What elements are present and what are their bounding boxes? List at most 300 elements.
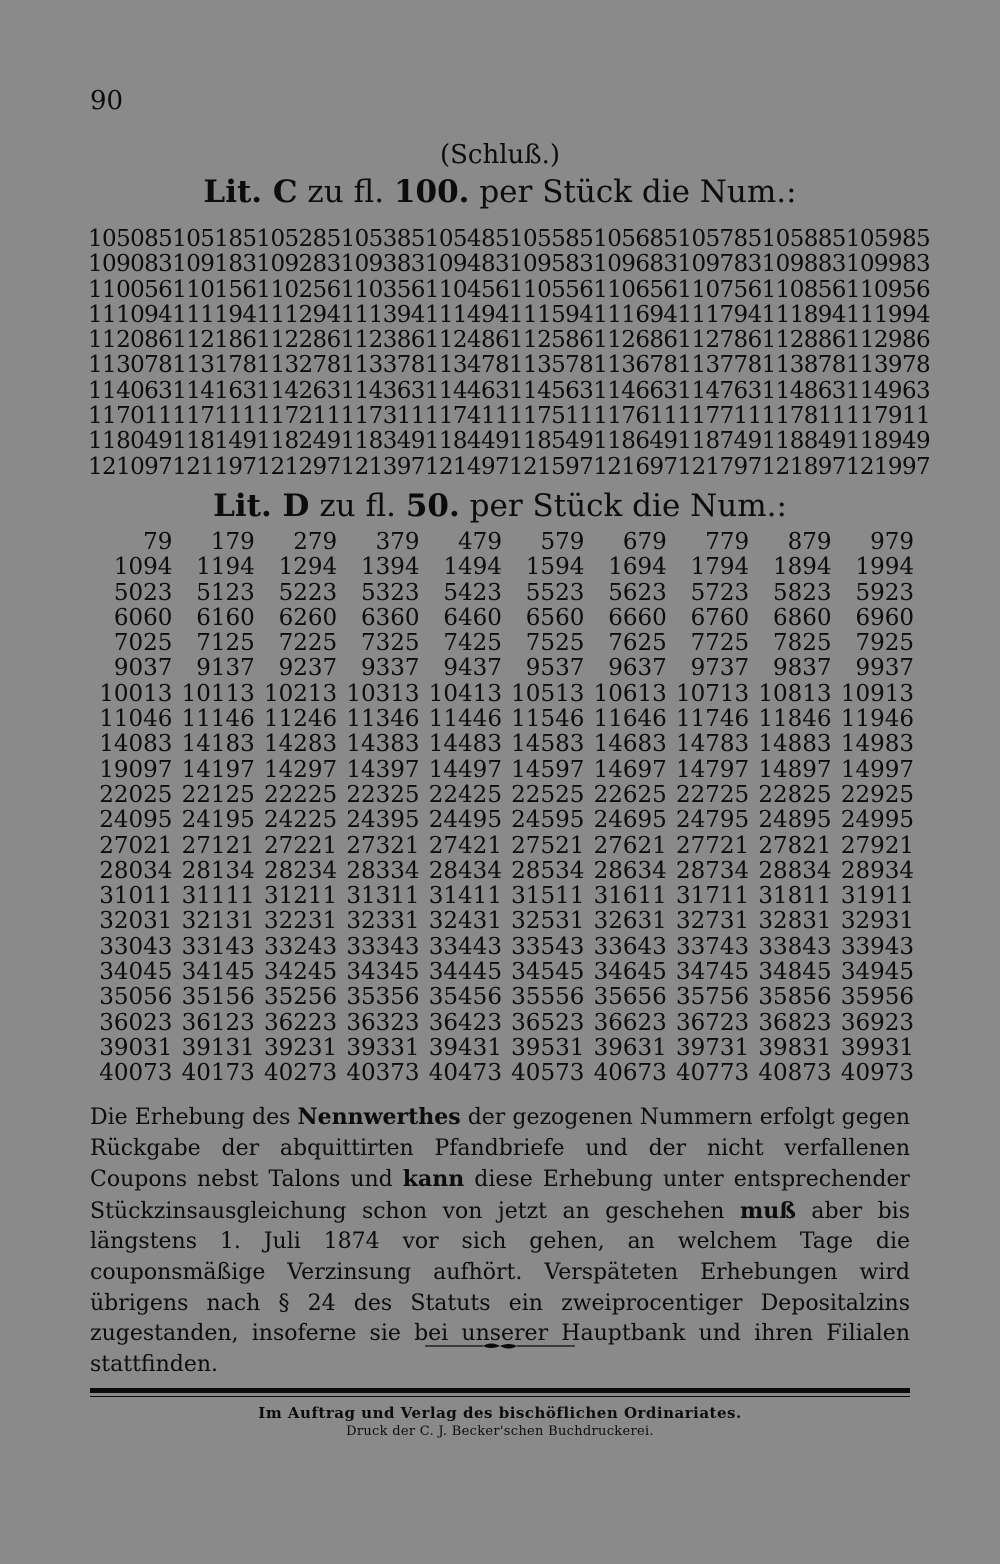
number-cell: 7325 <box>361 630 420 657</box>
number-cell: 22625 <box>593 781 667 808</box>
number-cell: 110056 <box>88 276 173 303</box>
number-cell: 9937 <box>855 655 914 682</box>
number-cell: 32431 <box>428 908 502 935</box>
number-cell: 118049 <box>88 428 173 455</box>
number-cell: 109583 <box>509 251 594 278</box>
heading-amount: 50. <box>405 488 460 524</box>
number-cell: 121397 <box>340 453 425 480</box>
number-cell: 14797 <box>675 756 750 783</box>
number-cell: 110456 <box>424 276 510 303</box>
number-cell: 31311 <box>346 883 420 910</box>
redemption-notice <box>90 1102 910 1380</box>
heading-text: per Stück die Num.: <box>479 174 797 210</box>
number-cell: 112786 <box>677 327 762 354</box>
number-cell: 33243 <box>264 933 338 960</box>
number-cell: 7025 <box>113 630 173 657</box>
number-cell: 33643 <box>593 933 667 960</box>
number-cell: 14583 <box>511 731 585 758</box>
number-cell: 34845 <box>758 959 832 986</box>
number-cell: 121197 <box>172 453 257 480</box>
number-cell: 11146 <box>181 706 255 733</box>
number-cell: 33043 <box>99 933 173 960</box>
number-cell: 14997 <box>840 756 914 783</box>
table-row <box>88 227 930 252</box>
number-cell: 113778 <box>677 352 762 379</box>
number-cell: 40773 <box>675 1060 750 1087</box>
number-cell: 579 <box>540 529 585 555</box>
number-cell: 118149 <box>172 428 257 455</box>
number-cell: 1194 <box>196 554 255 581</box>
number-cell: 27221 <box>264 832 338 859</box>
number-cell: 32831 <box>758 908 832 935</box>
number-cell: 114163 <box>172 377 257 404</box>
number-cell: 10313 <box>346 680 420 707</box>
number-cell: 105385 <box>340 226 425 252</box>
table-row <box>90 758 914 783</box>
table-row <box>90 606 914 631</box>
section-heading-lit-c <box>0 174 1000 210</box>
number-cell: 5723 <box>690 579 750 606</box>
number-cell: 111294 <box>256 301 341 328</box>
number-cell: 14683 <box>593 731 667 758</box>
number-cell: 5023 <box>113 579 173 606</box>
number-cell: 111794 <box>677 301 762 328</box>
number-cell: 28734 <box>675 857 750 884</box>
table-row <box>88 379 930 404</box>
number-table-lit-d <box>90 530 914 1087</box>
number-table-body <box>88 227 930 480</box>
number-cell: 40173 <box>181 1060 255 1087</box>
number-cell: 24495 <box>428 807 502 834</box>
number-cell: 6660 <box>608 604 667 631</box>
number-cell: 113578 <box>509 352 594 379</box>
number-cell: 117911 <box>845 403 931 430</box>
number-cell: 1394 <box>361 554 420 581</box>
table-row <box>90 530 914 555</box>
heading-text: zu fl. <box>307 174 385 210</box>
table-row <box>90 682 914 707</box>
number-cell: 10813 <box>758 680 832 707</box>
number-cell: 117011 <box>88 403 173 430</box>
number-cell: 10413 <box>428 680 502 707</box>
number-cell: 5623 <box>608 579 667 606</box>
number-cell: 11646 <box>593 706 667 733</box>
number-cell: 11346 <box>346 706 420 733</box>
number-cell: 14297 <box>264 756 338 783</box>
number-cell: 114863 <box>761 377 846 404</box>
number-cell: 6860 <box>772 604 832 631</box>
number-cell: 31211 <box>264 883 338 910</box>
number-cell: 34345 <box>346 959 420 986</box>
table-row <box>88 278 930 303</box>
number-cell: 7525 <box>525 630 585 657</box>
number-cell: 40573 <box>511 1060 585 1087</box>
table-row <box>90 1036 914 1061</box>
number-table-body <box>90 530 914 1087</box>
number-cell: 28434 <box>428 857 502 884</box>
number-cell: 1594 <box>525 554 585 581</box>
number-cell: 111194 <box>172 301 257 328</box>
table-row <box>90 555 914 580</box>
number-cell: 28834 <box>758 857 832 884</box>
number-cell: 105785 <box>677 226 762 252</box>
number-cell: 39031 <box>99 1034 173 1061</box>
number-cell: 110156 <box>172 276 257 303</box>
heading-text: per Stück die Num.: <box>469 488 787 524</box>
number-cell: 111594 <box>509 301 594 328</box>
heading-lit-label: Lit. D <box>213 488 310 524</box>
number-cell: 879 <box>787 529 832 555</box>
number-cell: 113878 <box>761 352 846 379</box>
number-cell: 11246 <box>264 706 338 733</box>
number-cell: 27121 <box>181 832 255 859</box>
number-cell: 14897 <box>758 756 832 783</box>
number-cell: 112986 <box>845 327 931 354</box>
number-cell: 105685 <box>593 226 678 252</box>
number-cell: 9737 <box>690 655 750 682</box>
number-cell: 110556 <box>509 276 594 303</box>
number-cell: 39531 <box>511 1034 585 1061</box>
number-cell: 22325 <box>346 781 420 808</box>
number-cell: 14783 <box>675 731 750 758</box>
number-cell: 31811 <box>758 883 832 910</box>
number-cell: 14083 <box>99 731 173 758</box>
number-cell: 31411 <box>428 883 502 910</box>
number-cell: 34045 <box>99 959 173 986</box>
number-cell: 6560 <box>525 604 585 631</box>
number-cell: 5323 <box>361 579 420 606</box>
table-row <box>90 985 914 1010</box>
number-cell: 118349 <box>340 428 425 455</box>
number-cell: 5123 <box>196 579 255 606</box>
number-cell: 35256 <box>264 984 338 1011</box>
number-cell: 779 <box>705 529 750 555</box>
number-cell: 109283 <box>256 251 341 278</box>
number-cell: 111694 <box>593 301 678 328</box>
number-cell: 109083 <box>88 251 173 278</box>
number-cell: 40273 <box>264 1060 338 1087</box>
number-cell: 32631 <box>593 908 667 935</box>
number-cell: 112686 <box>593 327 678 354</box>
number-cell: 110656 <box>593 276 678 303</box>
number-cell: 110756 <box>677 276 762 303</box>
number-cell: 27321 <box>346 832 420 859</box>
number-cell: 121897 <box>761 453 846 480</box>
number-cell: 34245 <box>264 959 338 986</box>
number-cell: 24795 <box>675 807 750 834</box>
number-cell: 39731 <box>675 1034 750 1061</box>
number-cell: 6160 <box>196 604 255 631</box>
number-cell: 114363 <box>340 377 425 404</box>
number-cell: 114963 <box>845 377 931 404</box>
number-cell: 32031 <box>99 908 173 935</box>
number-cell: 114663 <box>593 377 678 404</box>
number-cell: 28934 <box>840 857 914 884</box>
number-cell: 105185 <box>172 226 257 252</box>
number-cell: 40473 <box>428 1060 502 1087</box>
number-cell: 105885 <box>761 226 846 252</box>
footer-rule-thick <box>90 1388 910 1393</box>
number-cell: 105085 <box>88 226 173 252</box>
number-cell: 22225 <box>264 781 338 808</box>
number-cell: 110956 <box>845 276 931 303</box>
number-cell: 6060 <box>113 604 173 631</box>
number-cell: 39331 <box>346 1034 420 1061</box>
table-row <box>90 808 914 833</box>
number-cell: 5423 <box>443 579 502 606</box>
number-cell: 7225 <box>278 630 338 657</box>
number-cell: 111394 <box>340 301 425 328</box>
number-cell: 105985 <box>845 226 931 252</box>
notice-text: der gezogenen Nummern erfolgt gegen Rückgabe der abquittirten Pfandbriefe und der nicht verfallenen Coupons nebst Talons und <box>90 1105 910 1193</box>
continued-marker: (Schluß.) <box>439 140 561 170</box>
number-cell: 9037 <box>113 655 173 682</box>
number-cell: 24195 <box>181 807 255 834</box>
number-table-lit-c <box>88 227 930 480</box>
number-cell: 32931 <box>840 908 914 935</box>
notice-text: Die Erhebung des <box>90 1105 298 1130</box>
number-cell: 117611 <box>593 403 678 430</box>
number-cell: 36823 <box>758 1009 832 1036</box>
number-cell: 40373 <box>346 1060 420 1087</box>
number-cell: 22925 <box>840 781 914 808</box>
number-cell: 118949 <box>845 428 931 455</box>
number-cell: 40973 <box>840 1060 914 1087</box>
number-cell: 113278 <box>256 352 341 379</box>
number-cell: 34445 <box>428 959 502 986</box>
heading-amount: 100. <box>393 174 470 210</box>
number-cell: 1994 <box>855 554 914 581</box>
number-cell: 109783 <box>677 251 762 278</box>
imprint-printer: Druck der C. J. Becker'schen Buchdruckerei. <box>346 1424 654 1439</box>
notice-emphasis: Nennwerthes <box>297 1104 461 1130</box>
number-cell: 113978 <box>845 352 931 379</box>
number-cell: 1894 <box>772 554 832 581</box>
table-row <box>90 783 914 808</box>
table-row <box>88 252 930 277</box>
number-cell: 7725 <box>690 630 750 657</box>
number-cell: 19097 <box>99 756 173 783</box>
number-cell: 5923 <box>855 579 914 606</box>
table-row <box>90 656 914 681</box>
number-cell: 118549 <box>509 428 594 455</box>
number-cell: 32531 <box>511 908 585 935</box>
notice-emphasis: kann <box>402 1166 465 1193</box>
number-cell: 121297 <box>256 453 341 480</box>
number-cell: 35956 <box>840 984 914 1011</box>
table-row <box>88 404 930 429</box>
number-cell: 112586 <box>509 327 594 354</box>
number-cell: 11846 <box>758 706 832 733</box>
number-cell: 117311 <box>340 403 425 430</box>
number-cell: 34945 <box>840 959 914 986</box>
number-cell: 34745 <box>675 959 750 986</box>
number-cell: 109683 <box>593 251 678 278</box>
number-cell: 118849 <box>761 428 846 455</box>
number-cell: 7425 <box>443 630 502 657</box>
number-cell: 112086 <box>88 327 173 354</box>
number-cell: 9437 <box>443 655 502 682</box>
number-cell: 36523 <box>511 1009 585 1036</box>
number-cell: 112886 <box>761 327 846 354</box>
number-cell: 31611 <box>593 883 667 910</box>
number-cell: 40873 <box>758 1060 832 1087</box>
number-cell: 10913 <box>840 680 914 707</box>
number-cell: 31011 <box>99 883 173 910</box>
number-cell: 10013 <box>99 680 173 707</box>
footer-rule-thin <box>90 1396 910 1397</box>
number-cell: 6460 <box>443 604 502 631</box>
number-cell: 5823 <box>772 579 832 606</box>
number-cell: 7125 <box>196 630 255 657</box>
number-cell: 39831 <box>758 1034 832 1061</box>
number-cell: 114763 <box>677 377 762 404</box>
number-cell: 9337 <box>361 655 420 682</box>
number-cell: 14383 <box>346 731 420 758</box>
number-cell: 7925 <box>855 630 914 657</box>
number-cell: 113478 <box>424 352 510 379</box>
section-heading-lit-d <box>0 488 1000 524</box>
number-cell: 111494 <box>424 301 510 328</box>
table-row <box>90 834 914 859</box>
number-cell: 117111 <box>172 403 257 430</box>
number-cell: 27421 <box>428 832 502 859</box>
number-cell: 28534 <box>511 857 585 884</box>
number-cell: 114063 <box>88 377 173 404</box>
number-cell: 14397 <box>346 756 420 783</box>
number-cell: 1094 <box>113 554 173 581</box>
number-cell: 35056 <box>99 984 173 1011</box>
number-cell: 14197 <box>181 756 255 783</box>
number-cell: 118249 <box>256 428 341 455</box>
number-cell: 112486 <box>424 327 510 354</box>
number-cell: 35456 <box>428 984 502 1011</box>
number-cell: 109383 <box>340 251 425 278</box>
number-cell: 28034 <box>99 857 173 884</box>
number-cell: 14983 <box>840 731 914 758</box>
number-cell: 117511 <box>509 403 594 430</box>
number-cell: 14483 <box>428 731 502 758</box>
number-cell: 24395 <box>346 807 420 834</box>
table-row <box>90 581 914 606</box>
number-cell: 40673 <box>593 1060 667 1087</box>
number-cell: 113178 <box>172 352 257 379</box>
number-cell: 32331 <box>346 908 420 935</box>
number-cell: 32131 <box>181 908 255 935</box>
number-cell: 31511 <box>511 883 585 910</box>
notice-emphasis: muß <box>739 1197 796 1224</box>
number-cell: 111094 <box>88 301 173 328</box>
table-row <box>88 303 930 328</box>
table-row <box>88 429 930 454</box>
number-cell: 118449 <box>424 428 510 455</box>
number-cell: 33743 <box>675 933 750 960</box>
number-cell: 14597 <box>511 756 585 783</box>
number-cell: 109483 <box>424 251 510 278</box>
number-cell: 109883 <box>761 251 846 278</box>
number-cell: 27921 <box>840 832 914 859</box>
number-cell: 979 <box>870 529 914 555</box>
number-cell: 5223 <box>278 579 338 606</box>
number-cell: 24895 <box>758 807 832 834</box>
number-cell: 117211 <box>256 403 341 430</box>
number-cell: 6360 <box>361 604 420 631</box>
notice-text: diese Erhebung unter entsprechender Stückzinsausgleichung schon von jetzt an geschehen <box>90 1167 911 1224</box>
number-cell: 279 <box>293 529 338 555</box>
table-row <box>90 707 914 732</box>
number-cell: 34145 <box>181 959 255 986</box>
number-cell: 179 <box>210 529 255 555</box>
number-cell: 110356 <box>340 276 425 303</box>
number-cell: 1294 <box>278 554 338 581</box>
imprint-publisher: Im Auftrag und Verlag des bischöflichen Ordinariates. <box>258 1404 742 1422</box>
number-cell: 11746 <box>675 706 750 733</box>
number-cell: 11446 <box>428 706 502 733</box>
number-cell: 22425 <box>428 781 502 808</box>
number-cell: 11046 <box>99 706 173 733</box>
number-cell: 105285 <box>256 226 341 252</box>
number-cell: 479 <box>458 529 502 555</box>
number-cell: 36123 <box>181 1009 255 1036</box>
number-cell: 112386 <box>340 327 425 354</box>
number-cell: 32731 <box>675 908 750 935</box>
number-cell: 6260 <box>278 604 338 631</box>
number-cell: 121797 <box>677 453 762 480</box>
number-cell: 113378 <box>340 352 425 379</box>
heading-lit-label: Lit. C <box>203 174 298 210</box>
number-cell: 121997 <box>845 453 931 480</box>
number-cell: 35356 <box>346 984 420 1011</box>
number-cell: 110256 <box>256 276 341 303</box>
number-cell: 10613 <box>593 680 667 707</box>
number-cell: 9537 <box>525 655 585 682</box>
ornament-divider <box>425 1340 575 1352</box>
number-cell: 28234 <box>264 857 338 884</box>
number-cell: 22825 <box>758 781 832 808</box>
number-cell: 27621 <box>593 832 667 859</box>
number-cell: 32231 <box>264 908 338 935</box>
number-cell: 35756 <box>675 984 750 1011</box>
number-cell: 28334 <box>346 857 420 884</box>
number-cell: 679 <box>622 529 667 555</box>
table-row <box>90 884 914 909</box>
number-cell: 31711 <box>675 883 750 910</box>
number-cell: 34645 <box>593 959 667 986</box>
number-cell: 10213 <box>264 680 338 707</box>
number-cell: 118649 <box>593 428 678 455</box>
number-cell: 111994 <box>845 301 931 328</box>
number-cell: 117811 <box>761 403 846 430</box>
number-cell: 14883 <box>758 731 832 758</box>
number-cell: 24695 <box>593 807 667 834</box>
number-cell: 33843 <box>758 933 832 960</box>
number-cell: 117411 <box>424 403 510 430</box>
number-cell: 112186 <box>172 327 257 354</box>
table-row <box>90 1061 914 1086</box>
number-cell: 33943 <box>840 933 914 960</box>
number-cell: 121697 <box>593 453 678 480</box>
number-cell: 22725 <box>675 781 750 808</box>
number-cell: 113078 <box>88 352 173 379</box>
number-cell: 9637 <box>608 655 667 682</box>
number-cell: 114563 <box>509 377 594 404</box>
number-cell: 28634 <box>593 857 667 884</box>
number-cell: 10713 <box>675 680 750 707</box>
number-cell: 79 <box>143 529 173 555</box>
number-cell: 14283 <box>264 731 338 758</box>
number-cell: 33143 <box>181 933 255 960</box>
number-cell: 7625 <box>608 630 667 657</box>
